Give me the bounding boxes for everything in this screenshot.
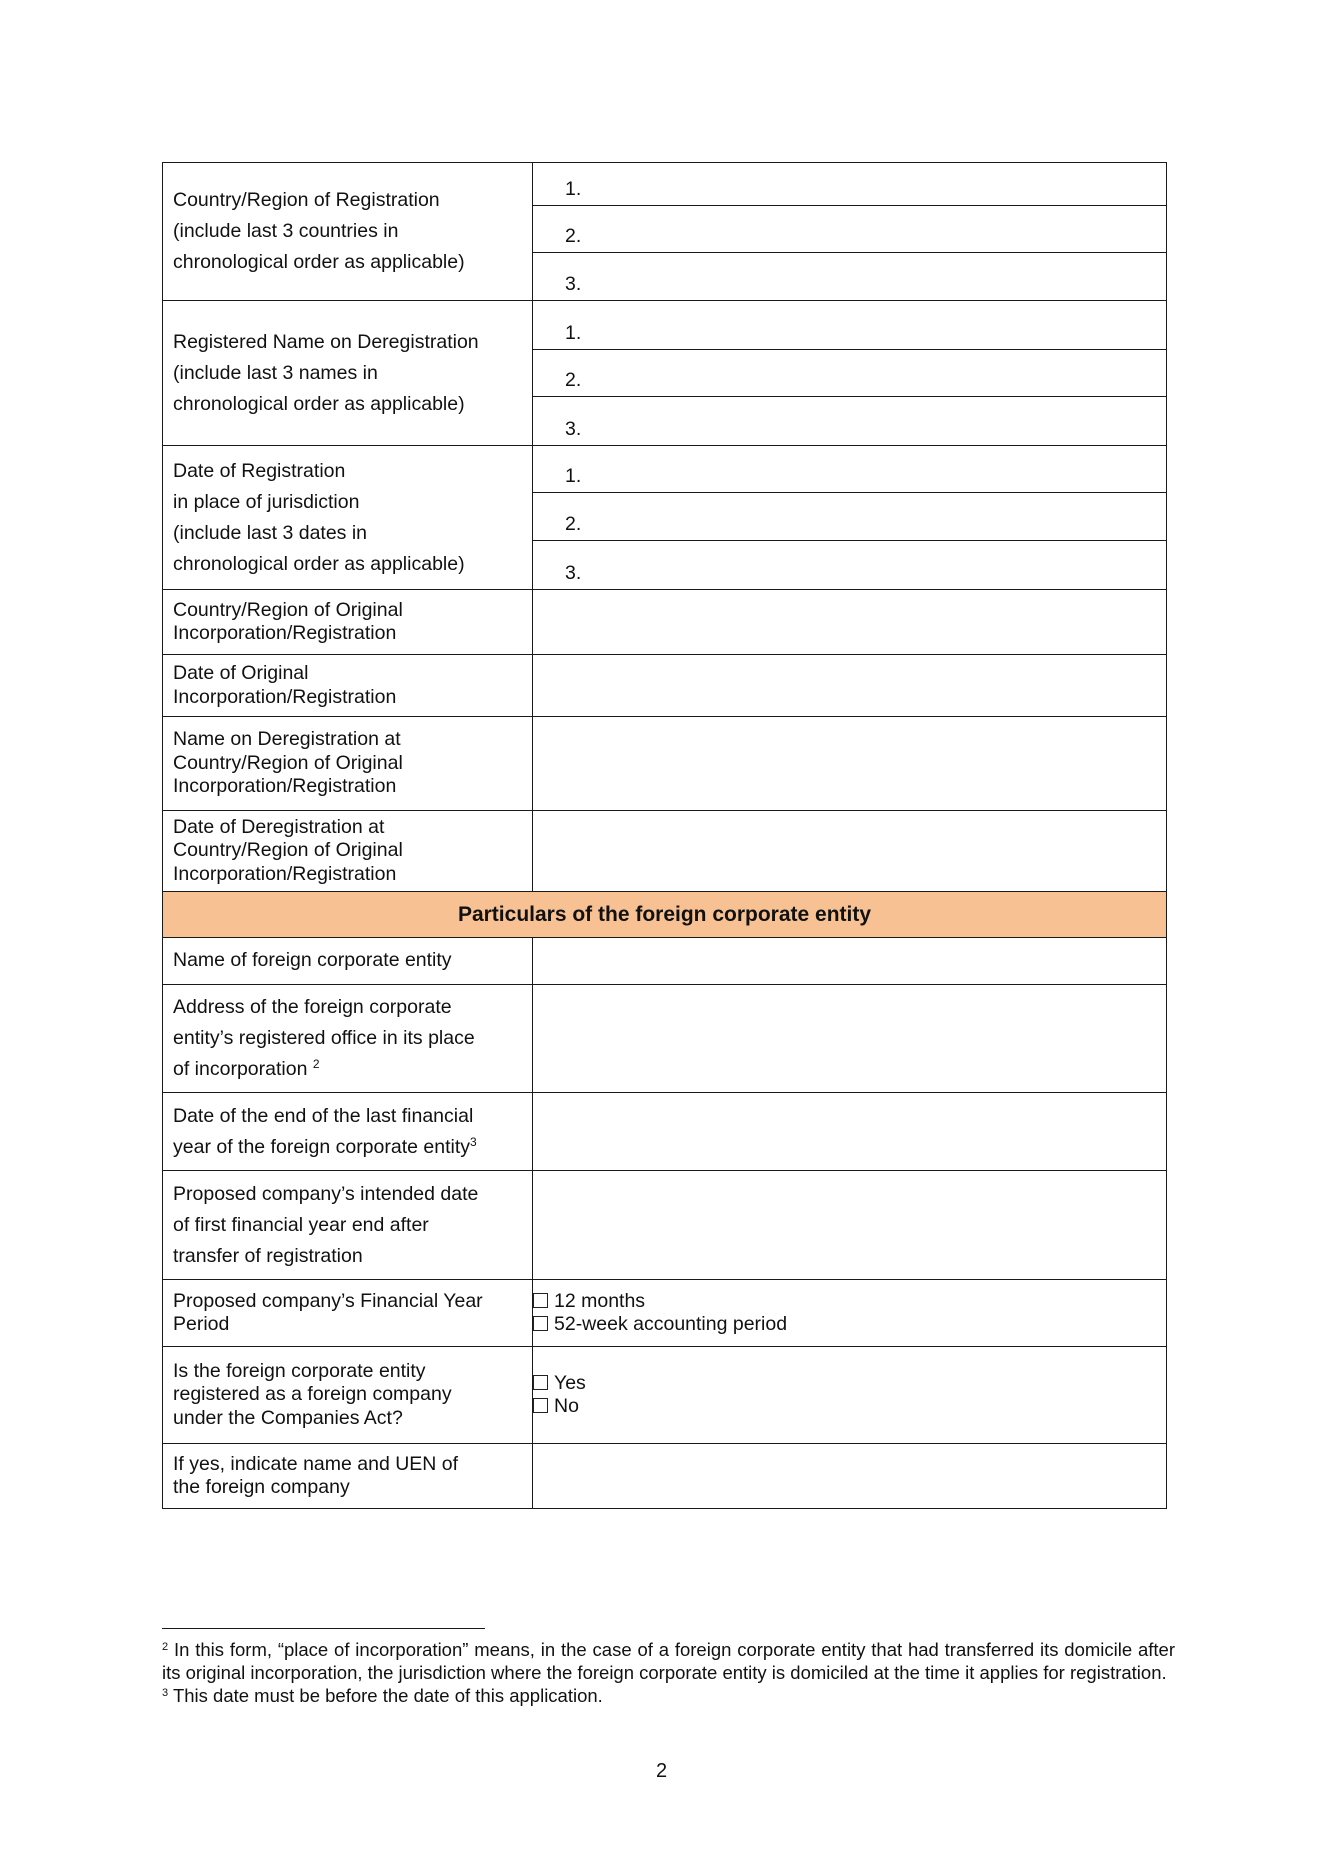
registered-name-deregistration-label: Registered Name on Deregistration (include last 3 names in chronological order as applicable) [163, 301, 533, 446]
registered-office-address-value[interactable] [533, 985, 1167, 1093]
row-date-of-registration [163, 446, 1167, 590]
row-registered-office-address [163, 985, 1167, 1093]
entity-name-value[interactable] [533, 938, 1167, 985]
foreign-company-uen-value[interactable] [533, 1444, 1167, 1509]
registered-as-foreign-company-options [533, 1347, 1167, 1444]
first-financial-year-end-label: Proposed company’s intended date of first financial year end after transfer of registration [163, 1171, 533, 1280]
footnote-ref-2: 2 [312, 1057, 320, 1071]
entity-name-label: Name of foreign corporate entity [163, 938, 533, 985]
row-original-date [163, 655, 1167, 717]
original-date-value[interactable] [533, 655, 1167, 717]
registration-date-entry-2[interactable]: 2. [533, 492, 1166, 540]
checkbox-icon[interactable] [533, 1375, 548, 1390]
row-registered-name-deregistration [163, 301, 1167, 446]
original-country-region-value[interactable] [533, 590, 1167, 655]
registered-name-entry-3[interactable]: 3. [533, 396, 1166, 445]
country-region-entry-1[interactable]: 1. [565, 177, 582, 200]
date-of-deregistration-label: Date of Deregistration at Country/Region of Original Incorporation/Registration [163, 811, 533, 892]
financial-year-period-options [533, 1280, 1167, 1347]
footnote-divider [162, 1628, 485, 1629]
footnote-2: $^2$ In this form, “place of incorporation” means, in the case of a foreign corporate entity that had transferred its domicile after its original incorporation, the jurisdiction where the foreign corporate entity is domiciled at the time it applies for registration. [162, 1639, 1175, 1683]
checkbox-icon[interactable] [533, 1293, 548, 1308]
first-financial-year-end-value[interactable] [533, 1171, 1167, 1280]
option-12-months[interactable]: 12 months [533, 1290, 1166, 1313]
registered-office-address-label: Address of the foreign corporate entity’s registered office in its place of incorporation $^2$ [163, 985, 533, 1093]
financial-year-period-label: Proposed company’s Financial Year Period [163, 1280, 533, 1347]
registered-as-foreign-company-label: Is the foreign corporate entity registered as a foreign company under the Companies Act? [163, 1347, 533, 1444]
country-region-entry-3[interactable]: 3. [533, 252, 1166, 300]
row-last-financial-year-end [163, 1093, 1167, 1171]
row-country-region-registration [163, 163, 1167, 301]
foreign-company-uen-label: If yes, indicate name and UEN of the foreign company [163, 1444, 533, 1509]
option-52-week-period[interactable]: 52-week accounting period [533, 1313, 1166, 1336]
particulars-header-title: Particulars of the foreign corporate entity [163, 892, 1167, 938]
country-region-registration-label: Country/Region of Registration (include last 3 countries in chronological order as applicable) [163, 163, 533, 301]
country-region-entry-2[interactable]: 2. [533, 205, 1166, 252]
option-yes[interactable]: Yes [533, 1372, 1166, 1395]
registered-name-deregistration-entries [533, 301, 1167, 446]
row-date-of-deregistration [163, 811, 1167, 892]
name-on-deregistration-label: Name on Deregistration at Country/Region of Original Incorporation/Registration [163, 717, 533, 811]
page-number: 2 [655, 1760, 668, 1782]
row-financial-year-period [163, 1280, 1167, 1347]
registration-date-entry-1[interactable]: 1. [565, 464, 582, 487]
row-first-financial-year-end [163, 1171, 1167, 1280]
original-date-label: Date of Original Incorporation/Registration [163, 655, 533, 717]
date-of-registration-entries [533, 446, 1167, 590]
name-on-deregistration-value[interactable] [533, 717, 1167, 811]
row-entity-name [163, 938, 1167, 985]
date-of-registration-label: Date of Registration in place of jurisdiction (include last 3 dates in chronological order as applicable) [163, 446, 533, 590]
footnote-3: $^3$ This date must be before the date of this application. [162, 1685, 603, 1706]
date-of-deregistration-value[interactable] [533, 811, 1167, 892]
registered-name-entry-2[interactable]: 2. [533, 349, 1166, 396]
row-original-country-region [163, 590, 1167, 655]
last-financial-year-end-label: Date of the end of the last financial year of the foreign corporate entity$^3$ [163, 1093, 533, 1171]
registered-name-entry-1[interactable]: 1. [565, 321, 582, 344]
last-financial-year-end-value[interactable] [533, 1093, 1167, 1171]
option-no[interactable]: No [533, 1395, 1166, 1418]
row-registered-as-foreign-company [163, 1347, 1167, 1444]
original-country-region-label: Country/Region of Original Incorporation/Registration [163, 590, 533, 655]
footnote-ref-3: 3 [470, 1134, 477, 1149]
checkbox-icon[interactable] [533, 1316, 548, 1331]
checkbox-icon[interactable] [533, 1398, 548, 1413]
particulars-section-header [163, 892, 1167, 938]
country-region-registration-entries [533, 163, 1167, 301]
registration-form-table [162, 162, 1167, 1509]
footnotes [162, 1638, 1175, 1707]
row-name-on-deregistration [163, 717, 1167, 811]
row-foreign-company-uen [163, 1444, 1167, 1509]
registration-date-entry-3[interactable]: 3. [533, 540, 1166, 589]
